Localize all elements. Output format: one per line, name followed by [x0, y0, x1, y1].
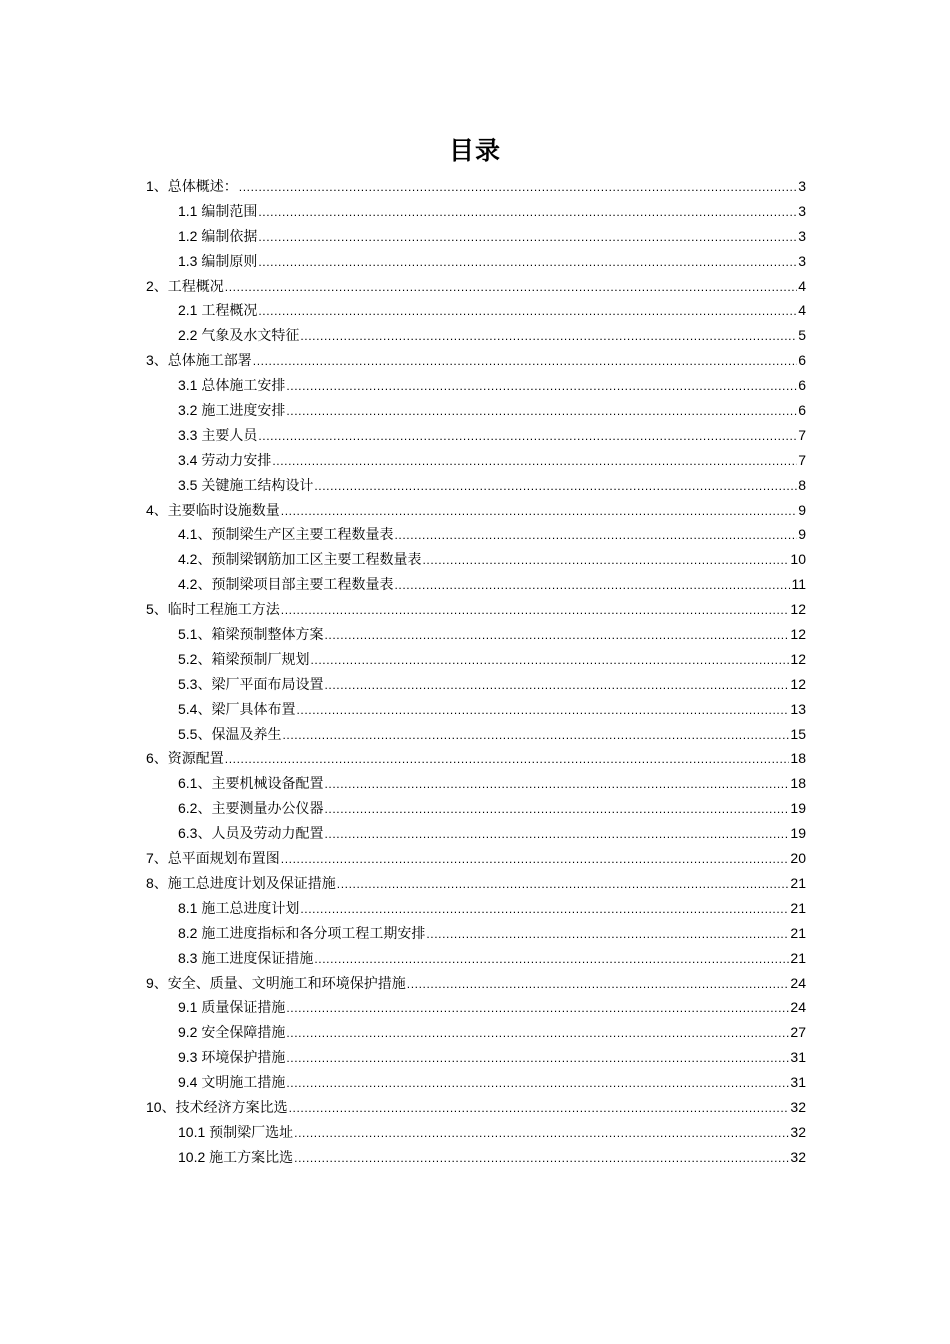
- toc-page-number: 3: [798, 252, 806, 269]
- toc-entry-label: 9.1 质量保证措施: [178, 999, 286, 1016]
- toc-entry-label: 6.2、主要测量办公仪器: [178, 800, 324, 817]
- toc-dot-leader: [300, 323, 797, 348]
- toc-subsection-entry[interactable]: [146, 448, 806, 473]
- toc-dot-leader: [294, 1120, 789, 1145]
- toc-page-number: 18: [790, 775, 806, 792]
- toc-entry-label: 5.1、箱梁预制整体方案: [178, 626, 324, 643]
- toc-page-number: 12: [790, 601, 806, 618]
- toc-page-number: 4: [798, 277, 806, 294]
- toc-subsection-entry[interactable]: [146, 398, 806, 423]
- toc-section-entry[interactable]: [146, 174, 806, 199]
- toc-section-entry[interactable]: [146, 1095, 806, 1120]
- toc-subsection-entry[interactable]: [146, 1045, 806, 1070]
- toc-page-number: 4: [798, 302, 806, 319]
- toc-subsection-entry[interactable]: [146, 199, 806, 224]
- toc-subsection-entry[interactable]: [146, 1020, 806, 1045]
- toc-dot-leader: [225, 746, 790, 771]
- toc-entry-label: 6.3、人员及劳动力配置: [178, 825, 324, 842]
- toc-section-entry[interactable]: [146, 971, 806, 996]
- toc-entry-label: 1.2 编制依据: [178, 227, 258, 244]
- toc-subsection-entry[interactable]: [146, 572, 806, 597]
- toc-page-number: 24: [790, 974, 806, 991]
- toc-dot-leader: [286, 1045, 789, 1070]
- toc-dot-leader: [314, 473, 797, 498]
- toc-entry-label: 2.1 工程概况: [178, 302, 258, 319]
- toc-page-number: 21: [790, 949, 806, 966]
- toc-entry-label: 4.1、预制梁生产区主要工程数量表: [178, 526, 394, 543]
- toc-subsection-entry[interactable]: [146, 697, 806, 722]
- toc-page-number: 10: [790, 551, 806, 568]
- toc-subsection-entry[interactable]: [146, 423, 806, 448]
- toc-dot-leader: [258, 423, 797, 448]
- toc-page-number: 8: [798, 476, 806, 493]
- toc-page-number: 5: [798, 327, 806, 344]
- toc-page-number: 9: [798, 501, 806, 518]
- toc-dot-leader: [286, 995, 789, 1020]
- table-of-contents: [146, 174, 806, 1170]
- toc-page-number: 6: [798, 352, 806, 369]
- toc-entry-label: 9.4 文明施工措施: [178, 1074, 286, 1091]
- toc-subsection-entry[interactable]: [146, 323, 806, 348]
- toc-dot-leader: [324, 771, 789, 796]
- toc-entry-label: 3.5 关键施工结构设计: [178, 476, 314, 493]
- toc-dot-leader: [394, 522, 797, 547]
- toc-entry-label: 4、主要临时设施数量: [146, 501, 280, 518]
- toc-dot-leader: [324, 821, 789, 846]
- toc-dot-leader: [407, 971, 790, 996]
- toc-dot-leader: [281, 498, 797, 523]
- toc-page-number: 31: [790, 1049, 806, 1066]
- toc-page-number: 24: [790, 999, 806, 1016]
- toc-page-number: 7: [798, 451, 806, 468]
- toc-subsection-entry[interactable]: [146, 1120, 806, 1145]
- toc-entry-label: 4.2、预制梁钢筋加工区主要工程数量表: [178, 551, 422, 568]
- toc-dot-leader: [300, 896, 789, 921]
- toc-subsection-entry[interactable]: [146, 722, 806, 747]
- toc-dot-leader: [314, 946, 789, 971]
- toc-page-number: 3: [798, 202, 806, 219]
- toc-entry-label: 9.3 环境保护措施: [178, 1049, 286, 1066]
- toc-page-number: 21: [790, 899, 806, 916]
- toc-dot-leader: [286, 373, 797, 398]
- toc-entry-label: 10.1 预制梁厂选址: [178, 1123, 294, 1140]
- toc-entry-label: 3.2 施工进度安排: [178, 402, 286, 419]
- toc-subsection-entry[interactable]: [146, 1070, 806, 1095]
- toc-page-number: 6: [798, 377, 806, 394]
- toc-page-number: 12: [790, 626, 806, 643]
- toc-page-number: 3: [798, 178, 806, 194]
- toc-subsection-entry[interactable]: [146, 547, 806, 572]
- toc-dot-leader: [258, 224, 797, 249]
- toc-dot-leader: [286, 398, 797, 423]
- toc-page-number: 32: [790, 1148, 806, 1165]
- toc-dot-leader: [258, 298, 797, 323]
- toc-subsection-entry[interactable]: [146, 647, 806, 672]
- toc-section-entry[interactable]: [146, 746, 806, 771]
- toc-entry-label: 3.1 总体施工安排: [178, 377, 286, 394]
- toc-page-number: 27: [790, 1024, 806, 1041]
- toc-page-number: 15: [790, 725, 806, 742]
- toc-entry-label: 5.2、箱梁预制厂规划: [178, 650, 310, 667]
- toc-subsection-entry[interactable]: [146, 896, 806, 921]
- toc-page-number: 21: [790, 924, 806, 941]
- toc-entry-label: 9、安全、质量、文明施工和环境保护措施: [146, 974, 406, 991]
- toc-entry-label: 1.1 编制范围: [178, 202, 258, 219]
- toc-page-number: 32: [790, 1123, 806, 1140]
- toc-dot-leader: [310, 647, 789, 672]
- toc-subsection-entry[interactable]: [146, 622, 806, 647]
- toc-entry-label: 2、工程概况: [146, 277, 224, 294]
- toc-entry-label: 10、技术经济方案比选: [146, 1098, 288, 1115]
- toc-dot-leader: [324, 622, 789, 647]
- toc-dot-leader: [324, 796, 789, 821]
- toc-section-entry[interactable]: [146, 846, 806, 871]
- toc-dot-leader: [239, 174, 797, 199]
- toc-page-number: 20: [790, 850, 806, 867]
- toc-entry-label: 2.2 气象及水文特征: [178, 327, 300, 344]
- toc-dot-leader: [296, 697, 789, 722]
- toc-page-number: 21: [790, 874, 806, 891]
- toc-dot-leader: [324, 672, 789, 697]
- toc-subsection-entry[interactable]: [146, 921, 806, 946]
- toc-entry-label: 7、总平面规划布置图: [146, 850, 280, 867]
- toc-dot-leader: [253, 348, 797, 373]
- toc-entry-label: 6.1、主要机械设备配置: [178, 775, 324, 792]
- toc-entry-label: 1、总体概述：: [146, 178, 238, 194]
- toc-dot-leader: [426, 921, 789, 946]
- toc-page-number: 19: [790, 825, 806, 842]
- toc-subsection-entry[interactable]: [146, 946, 806, 971]
- toc-subsection-entry[interactable]: [146, 821, 806, 846]
- toc-dot-leader: [337, 871, 790, 896]
- toc-dot-leader: [258, 199, 797, 224]
- toc-subsection-entry[interactable]: [146, 249, 806, 274]
- toc-dot-leader: [294, 1145, 789, 1170]
- toc-title: 目录: [448, 137, 501, 165]
- toc-dot-leader: [286, 1070, 789, 1095]
- toc-dot-leader: [281, 846, 790, 871]
- toc-dot-leader: [272, 448, 797, 473]
- toc-page-number: 19: [790, 800, 806, 817]
- toc-dot-leader: [286, 1020, 789, 1045]
- toc-dot-leader: [394, 572, 790, 597]
- toc-entry-label: 10.2 施工方案比选: [178, 1148, 294, 1165]
- toc-dot-leader: [282, 722, 789, 747]
- toc-dot-leader: [289, 1095, 790, 1120]
- toc-page-number: 6: [798, 402, 806, 419]
- toc-page-number: 12: [790, 650, 806, 667]
- toc-entry-label: 5.4、梁厂具体布置: [178, 700, 296, 717]
- toc-page-number: 12: [790, 675, 806, 692]
- toc-page-number: 31: [790, 1074, 806, 1091]
- toc-dot-leader: [281, 597, 790, 622]
- toc-page-number: 11: [791, 576, 806, 593]
- toc-entry-label: 3.3 主要人员: [178, 426, 258, 443]
- toc-section-entry[interactable]: [146, 274, 806, 299]
- toc-page-number: 32: [790, 1098, 806, 1115]
- toc-entry-label: 5.5、保温及养生: [178, 725, 282, 742]
- toc-subsection-entry[interactable]: [146, 224, 806, 249]
- toc-entry-label: 1.3 编制原则: [178, 252, 258, 269]
- toc-entry-label: 4.2、预制梁项目部主要工程数量表: [178, 576, 394, 593]
- toc-page-number: 3: [798, 227, 806, 244]
- toc-section-entry[interactable]: [146, 871, 806, 896]
- toc-subsection-entry[interactable]: [146, 1145, 806, 1170]
- toc-dot-leader: [422, 547, 789, 572]
- toc-dot-leader: [258, 249, 797, 274]
- toc-entry-label: 8.2 施工进度指标和各分项工程工期安排: [178, 924, 426, 941]
- toc-entry-label: 9.2 安全保障措施: [178, 1024, 286, 1041]
- toc-page-number: 9: [798, 526, 806, 543]
- toc-entry-label: 3、总体施工部署: [146, 352, 252, 369]
- toc-dot-leader: [225, 274, 797, 299]
- toc-subsection-entry[interactable]: [146, 373, 806, 398]
- toc-subsection-entry[interactable]: [146, 771, 806, 796]
- toc-entry-label: 6、资源配置: [146, 750, 224, 767]
- toc-subsection-entry[interactable]: [146, 995, 806, 1020]
- toc-section-entry[interactable]: [146, 348, 806, 373]
- toc-subsection-entry[interactable]: [146, 298, 806, 323]
- toc-entry-label: 8.3 施工进度保证措施: [178, 949, 314, 966]
- toc-subsection-entry[interactable]: [146, 522, 806, 547]
- toc-entry-label: 5.3、梁厂平面布局设置: [178, 675, 324, 692]
- toc-subsection-entry[interactable]: [146, 796, 806, 821]
- toc-page-number: 18: [790, 750, 806, 767]
- toc-subsection-entry[interactable]: [146, 672, 806, 697]
- toc-page-number: 7: [798, 426, 806, 443]
- toc-entry-label: 5、临时工程施工方法: [146, 601, 280, 618]
- toc-section-entry[interactable]: [146, 597, 806, 622]
- toc-subsection-entry[interactable]: [146, 473, 806, 498]
- toc-section-entry[interactable]: [146, 498, 806, 523]
- toc-page-number: 13: [790, 700, 806, 717]
- toc-entry-label: 3.4 劳动力安排: [178, 451, 272, 468]
- toc-entry-label: 8.1 施工总进度计划: [178, 899, 300, 916]
- toc-entry-label: 8、施工总进度计划及保证措施: [146, 874, 336, 891]
